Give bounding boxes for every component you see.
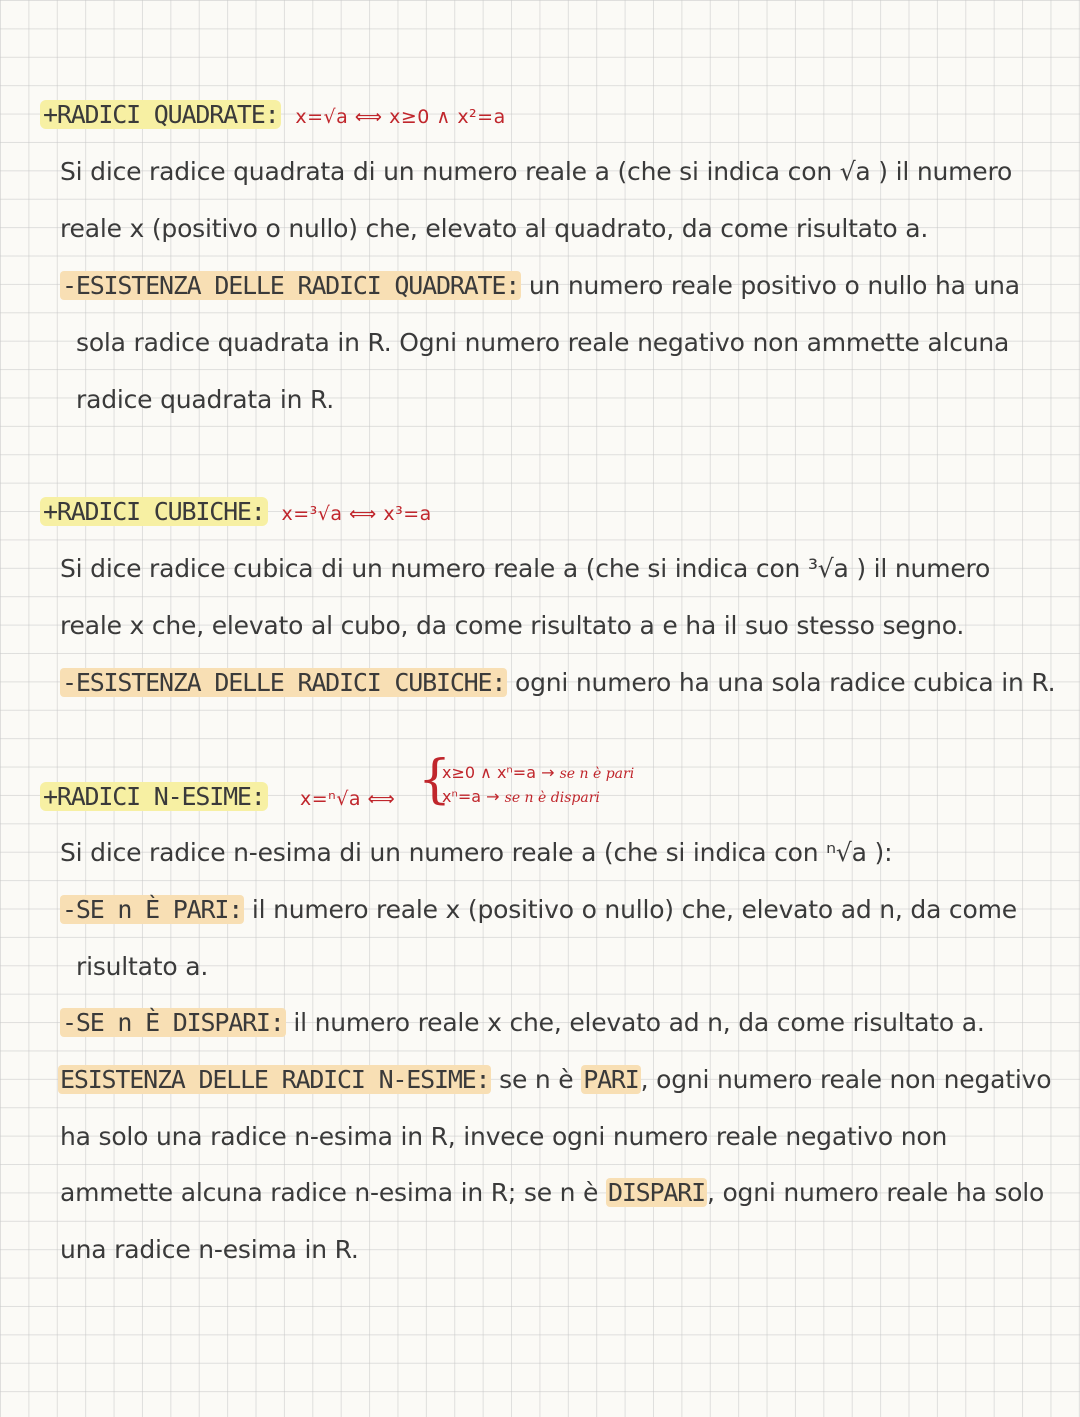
case-dispari-text: il numero reale x che, elevato ad n, da come risultato a. bbox=[285, 1008, 985, 1037]
text-line: radice quadrata in R. bbox=[76, 385, 335, 414]
case-pari-term: -SE n È PARI: bbox=[62, 895, 243, 924]
formula-nesime bbox=[300, 788, 395, 810]
system-line-pari-formula: x≥0 ∧ xⁿ=a → bbox=[442, 763, 555, 782]
system-line-pari-note: se n è pari bbox=[559, 766, 635, 782]
heading-radici-cubiche bbox=[40, 495, 432, 531]
case-dispari bbox=[60, 1006, 985, 1040]
existence-quadrate bbox=[60, 269, 1020, 303]
existence-pari: PARI bbox=[583, 1065, 639, 1094]
existence-term: -ESISTENZA DELLE RADICI QUADRATE: bbox=[62, 271, 520, 300]
text-b: , ogni numero reale ha solo bbox=[706, 1178, 1045, 1207]
case-dispari-term: -SE n È DISPARI: bbox=[62, 1008, 284, 1037]
system-of-conditions bbox=[418, 752, 718, 822]
formula-nesime-text: x=ⁿ√a ⟺ bbox=[300, 788, 396, 810]
text-line: sola radice quadrata in R. Ogni numero reale negativo non ammette alcuna bbox=[76, 328, 1010, 357]
text-line-dispari bbox=[60, 1176, 1044, 1210]
heading-radici-nesime bbox=[40, 780, 268, 814]
case-pari bbox=[60, 893, 1017, 927]
existence-text-a: se n è bbox=[491, 1065, 582, 1094]
text-line: Si dice radice quadrata di un numero reale a (che si indica con √a ) il numero bbox=[60, 157, 1013, 186]
heading-title: +RADICI N-ESIME: bbox=[40, 782, 268, 811]
heading-radici-quadrate bbox=[40, 98, 506, 134]
existence-cubiche bbox=[60, 666, 1055, 700]
system-line-dispari-formula: xⁿ=a → bbox=[442, 787, 500, 806]
text-line: una radice n-esima in R. bbox=[60, 1235, 359, 1264]
text-line: reale x che, elevato al cubo, da come risultato a e ha il suo stesso segno. bbox=[60, 611, 965, 640]
text-a: ammette alcuna radice n-esima in R; se n è bbox=[60, 1178, 606, 1207]
existence-nesime bbox=[58, 1063, 1051, 1097]
case-pari-text: il numero reale x (positivo o nullo) che, elevato ad n, da come bbox=[244, 895, 1017, 924]
formula-quadrate: x=√a ⟺ x≥0 ∧ x²=a bbox=[295, 106, 506, 128]
existence-text: ogni numero ha una sola radice cubica in R. bbox=[507, 668, 1056, 697]
text-line: risultato a. bbox=[76, 952, 209, 981]
formula-cubiche: x=³√a ⟺ x³=a bbox=[281, 503, 432, 525]
heading-title: +RADICI QUADRATE: bbox=[40, 100, 281, 129]
text-line: reale x (positivo o nullo) che, elevato al quadrato, da come risultato a. bbox=[60, 214, 929, 243]
existence-term: -ESISTENZA DELLE RADICI CUBICHE: bbox=[62, 668, 506, 697]
existence-term: ESISTENZA DELLE RADICI N-ESIME: bbox=[60, 1065, 490, 1094]
system-line-pari bbox=[442, 764, 634, 783]
system-brace: { bbox=[418, 750, 452, 810]
text-line: Si dice radice cubica di un numero reale a (che si indica con ³√a ) il numero bbox=[60, 554, 991, 583]
system-line-dispari bbox=[442, 788, 600, 807]
text-dispari: DISPARI bbox=[607, 1178, 705, 1207]
system-line-dispari-note: se n è dispari bbox=[504, 790, 600, 806]
text-line: Si dice radice n-esima di un numero reale a (che si indica con ⁿ√a ): bbox=[60, 838, 893, 867]
existence-text-b: , ogni numero reale non negativo bbox=[640, 1065, 1052, 1094]
heading-title: +RADICI CUBICHE: bbox=[40, 497, 268, 526]
text-line: ha solo una radice n-esima in R, invece ogni numero reale negativo non bbox=[60, 1122, 948, 1151]
existence-text: un numero reale positivo o nullo ha una bbox=[521, 271, 1020, 300]
